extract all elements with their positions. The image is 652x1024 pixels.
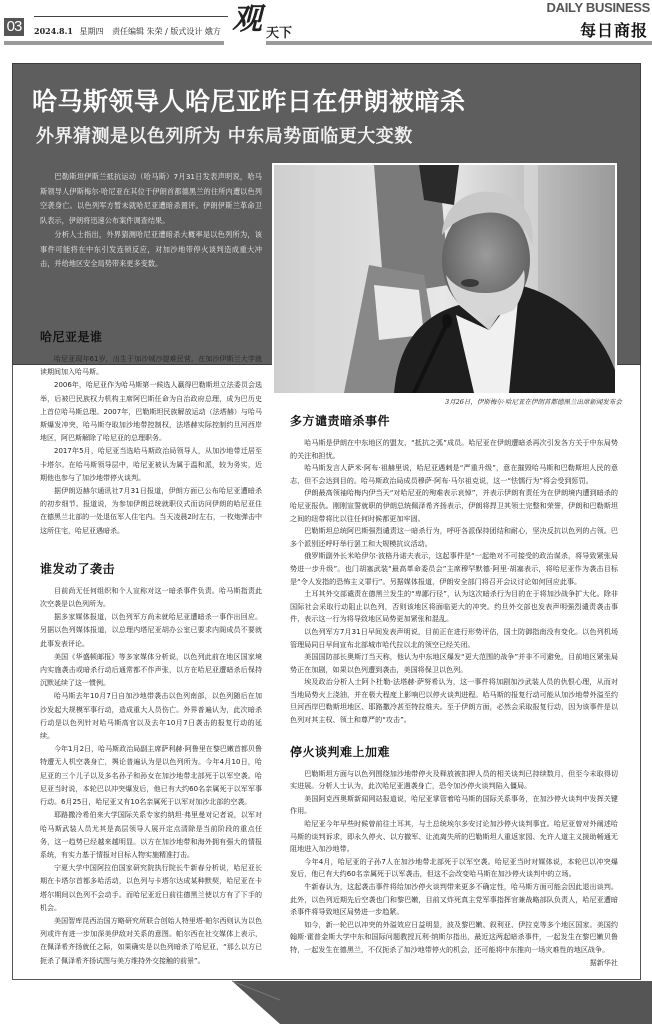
paragraph: 哈马斯是伊朗在中东地区的盟友、“抵抗之弧”成员。哈尼亚在伊朗遭暗杀再次引发各方关于中东局势的关注和担忧。 bbox=[290, 438, 618, 460]
paragraph: 美国《华盛顿邮报》等多家媒体分析说，以色列此前在地区国家境内实施袭击或暗杀行动后通常都不作声张，以方在哈尼亚遭暗杀后保持沉默延续了这一惯例。 bbox=[40, 652, 262, 688]
photo-caption: 3月26日，伊斯梅尔·哈尼亚在伊朗首都德黑兰出席新闻发布会 bbox=[445, 398, 622, 406]
paragraph: 伊朗最高领袖哈梅内伊当天“对哈尼亚的殉难表示哀悼”，并表示伊朗有责任为在伊朗境内遭到暗杀的哈尼亚报仇。刚刚宣誓就职的伊朗总统佩泽希齐扬表示，伊朗将捍卫其领土完整和荣誉，伊朗和巴勒斯坦之间的纽带将比以往任何时候都更加牢固。 bbox=[290, 488, 618, 523]
paragraph: 据伊朗迈赫尔通讯社7月31日报道，伊朗方面已公布哈尼亚遭暗杀的初步细节。报道说，为参加伊朗总统就职仪式而访问伊朗的哈尼亚住在德黑兰北部的一处退伍军人住宅内。当天凌晨2时左右，一枚炮弹击中这所住宅，哈尼亚遇暗杀。 bbox=[40, 487, 262, 535]
paragraph: 2017年5月，哈尼亚当选哈马斯政治局领导人，从加沙地带迁居至卡塔尔。在哈马斯领导层中，哈尼亚被认为属于温和派，较为务实，近期他也参与了加沙地带停火谈判。 bbox=[40, 447, 262, 482]
masthead-rule-top bbox=[34, 16, 228, 17]
masthead-bar-right bbox=[266, 41, 652, 45]
paragraph: 美国阿克西奥斯新闻网站报道说，哈尼亚掌管着哈马斯的国际关系事务，在加沙停火谈判中发挥关键作用。 bbox=[290, 793, 618, 816]
section-logo-guan: 观 bbox=[232, 2, 262, 37]
paragraph: 哈尼亚现年61岁，出生于加沙城沙提难民营，在加沙伊斯兰大学就读期间加入哈马斯。 bbox=[40, 355, 262, 377]
paragraph: 埃及政治分析人士阿卜杜勒-法塔赫·萨努希认为，这一事件将加剧加沙武装人员的仇恨心理，从而对当地局势火上浇油，并在极大程度上影响巴以停火谈判进程。哈马斯的报复行动可能从加沙地带外溢至约旦河西岸巴勒斯坦地区、耶路撒冷甚至特拉维夫。至于伊朗方面，必然会采取报复行动，因为该事件是以色列对其主权、领土和尊严的“攻击”。 bbox=[290, 677, 618, 725]
paragraph: 土耳其外交部谴责在德黑兰发生的“卑鄙行径”，认为这次暗杀行为目的在于将加沙战争扩大化。除非国际社会采取行动阻止以色列，否则该地区将面临更大的冲突。约旦外交部也发表声明强烈谴责袭击事件，表示这一行为将导致地区局势更加紧张和混乱。 bbox=[290, 589, 618, 624]
section-condemnations bbox=[290, 412, 618, 727]
issue-date: 2024.8.1 bbox=[34, 26, 73, 36]
section-title: 多方谴责暗杀事件 bbox=[290, 414, 391, 428]
paragraph: 俄罗斯副外长米哈伊尔·波格丹诺夫表示，这起事件是“一起绝对不可接受的政治谋杀，将导致紧张局势进一步升级”。也门胡塞武装“最高革命委员会”主席穆罕默德·阿里·胡塞表示，将哈尼亚作为袭击目标是“令人发指的恐怖主义罪行”。另据媒体报道，伊朗安全部门将召开会议讨论如何回应此事。 bbox=[290, 551, 618, 586]
paragraph: 2006年，哈尼亚作为哈马斯第一候选人赢得巴勒斯坦立法委员会选举，后被巴民族权力机构主席阿巴斯任命为自治政府总理，成为巴历史上首位哈马斯总理。2007年，巴勒斯坦民族解放运动（法塔赫）与哈马斯爆发冲突，哈马斯夺取加沙地带控制权，法塔赫实际控制约旦河西岸地区，阿巴斯解除了哈尼亚的总理职务。 bbox=[40, 381, 262, 443]
footer-decoration bbox=[0, 980, 652, 1024]
paragraph: 美国国防部长奥斯汀当天称，他认为中东地区爆发“更大范围的战争”并非不可避免，目前地区紧张局势正在加剧，如果以色列遭到袭击，美国将保卫以色列。 bbox=[290, 652, 618, 674]
lead-summary bbox=[40, 170, 262, 272]
paragraph: 巴勒斯坦方面与以色列围绕加沙地带停火及释放被扣押人员的相关谈判已持续数月，但至今未取得切实进展。分析人士认为，此次哈尼亚遇袭身亡，恐令加沙停火谈判陷入僵局。 bbox=[290, 768, 618, 791]
masthead-info bbox=[34, 26, 221, 37]
paragraph: 哈马斯去年10月7日自加沙地带袭击以色列南部，以色列随后在加沙发起大规模军事行动，造成重大人员伤亡。外界普遍认为，此次暗杀行动是以色列针对哈马斯高官以及去年10月7日袭击的报复行动的延续。 bbox=[40, 692, 262, 741]
news-photo bbox=[272, 163, 617, 395]
brand-english: DAILY BUSINESS bbox=[546, 0, 650, 15]
subheadline: 外界猜测是以色列所为 中东局势面临更大变数 bbox=[36, 126, 413, 147]
right-column bbox=[290, 412, 618, 985]
paragraph bbox=[290, 919, 618, 969]
paragraph: 今年1月2日，哈马斯政治局副主席萨利赫·阿鲁里在黎巴嫩首都贝鲁特遭无人机空袭身亡，舆论普遍认为是以色列所为。今年4月10日，哈尼亚的三个儿子以及多名孙子和孙女在加沙地带北部死于以军空袭。哈尼亚当时说，本轮巴以冲突爆发后，他已有大约60名亲属死于以军军事行动。6月25日，哈尼亚又有10名亲属死于以军对加沙北部的空袭。 bbox=[40, 745, 262, 807]
paragraph-text: 如今，新一轮巴以冲突的外溢效应日益明显，波及黎巴嫩、叙利亚、伊拉克等多个地区国家。美国约翰斯·霍普金斯大学中东和国际问题教授瓦利·纳斯尔指出，最近这两起暗杀事件，一起发生在黎巴嫩贝鲁特，一起发生在德黑兰，不仅扼杀了加沙地带停火的机会，还可能将中东推向一场灾难性的地区战争。 bbox=[290, 919, 618, 954]
left-column bbox=[40, 328, 262, 990]
headline: 哈马斯领导人哈尼亚昨日在伊朗被暗杀 bbox=[32, 87, 466, 116]
paragraph: 耶路撒冷希伯来大学国际关系专家约纳坦·弗里曼对记者说，以军对哈马斯武装人员尤其是高层领导人展开定点清除是当前阶段的重点任务，这一趋势已经越来越明显。以方在加沙地带和海外拥有强大的情报系统，有实力基于情报对目标人物实施精准打击。 bbox=[40, 811, 262, 859]
paragraph: 美国智库昆西治国方略研究所联合创始人特里塔·帕尔西则认为以色列或许有进一步加深美伊敌对关系的意图。帕尔西在社交媒体上表示，在佩泽希齐扬就任之际，如果确实是以色列暗杀了哈尼亚，“那么以方已扼杀了佩泽希齐扬试图与美方维持外交接触的前景”。 bbox=[40, 916, 262, 965]
paragraph: 以色列军方7月31日早间发表声明说，目前正在进行形势评估，国土防御指南没有变化。以色列机场管理局同日早间宣布北部城市哈代拉以北的领空已经关闭。 bbox=[290, 626, 618, 649]
masthead-bar-left bbox=[4, 41, 224, 45]
issue-weekday: 星期四 bbox=[79, 27, 104, 36]
section-title: 停火谈判难上加难 bbox=[290, 744, 391, 759]
paragraph: 哈马斯发言人萨米·阿布·祖赫里说，哈尼亚遇刺是“严重升级”，意在摧毁哈马斯和巴勒斯坦人民的意志，但不会达到目的。哈马斯政治局成员穆萨·阿布·马尔祖克说，这一“怯懦行为”将会受到惩罚。 bbox=[290, 463, 618, 485]
section-ceasefire-talks bbox=[290, 743, 618, 970]
section-logo-tianxia: 天下 bbox=[266, 26, 293, 41]
section-who-is-haniyeh bbox=[40, 328, 262, 538]
editor-credit: 责任编辑 朱荣 / 版式设计 娥方 bbox=[112, 27, 221, 36]
section-title: 哈尼亚是谁 bbox=[40, 330, 103, 344]
paragraph: 巴勒斯坦总统阿巴斯强烈谴责这一暗杀行为，呼吁各派保持团结和耐心，坚决反抗以色列的占领。巴多个派别还呼吁举行罢工和大规模抗议活动。 bbox=[290, 526, 618, 548]
lead-paragraph: 分析人士指出，外界猜测哈尼亚遭暗杀大概率是以色列所为，该事件可能将在中东引发连锁反应，对加沙地带停火谈判造成重大冲击，并给地区安全局势带来更多变数。 bbox=[40, 230, 262, 268]
section-who-attacked bbox=[40, 560, 262, 968]
paragraph: 哈尼亚今年早些时候曾前往土耳其，与土总统埃尔多安讨论加沙停火谈判事宜。哈尼亚曾对外阐述哈马斯的谈判诉求，即永久停火、以方撤军、让流离失所的巴勒斯坦人重返家园、允许人道主义援助畅通无阻地进入加沙地带。 bbox=[290, 819, 618, 854]
paragraph: 宁夏大学中国阿拉伯国家研究院执行院长牛新春分析说，哈尼亚长期在卡塔尔首都多哈活动，以色列与卡塔尔达成某种默契，哈尼亚在卡塔尔期间以色列不会动手。而哈尼亚近日前往德黑兰使以方有了下手的机会。 bbox=[40, 864, 262, 912]
paragraph: 牛新春认为，这起袭击事件将给加沙停火谈判带来更多不确定性，哈马斯方面可能会因此退出谈判。此外，以色列近期先后空袭也门和黎巴嫩，目前又炸死真主党军事指挥官兼战略部队负责人，哈尼亚遭暗杀事件将导致地区局势进一步趋紧。 bbox=[290, 882, 618, 917]
paragraph: 据多家媒体报道，以色列军方尚未就哈尼亚遭暗杀一事作出回应。另据以色列媒体报道，以总理内塔尼亚胡办公室已要求内阁成员不要就此事发表评论。 bbox=[40, 613, 262, 648]
page-number: 03 bbox=[4, 18, 24, 36]
paragraph: 目前尚无任何组织和个人宣称对这一暗杀事件负责。哈马斯指责此次空袭是以色列所为。 bbox=[40, 586, 262, 609]
lead-paragraph: 巴勒斯坦伊斯兰抵抗运动（哈马斯）7月31日发表声明说，哈马斯领导人伊斯梅尔·哈尼亚在其位于伊朗首都德黑兰的住所内遭以色列空袭身亡。以色列军方暂未就哈尼亚遭暗杀置评。伊朗伊斯兰革命卫队表示，伊朗将迅速公布案件调查结果。 bbox=[40, 172, 262, 225]
brand-chinese: 每日商报 bbox=[579, 21, 648, 40]
section-title: 谁发动了袭击 bbox=[40, 561, 116, 576]
source-signoff: 据新华社 bbox=[582, 957, 618, 970]
portrait-photo-icon bbox=[274, 165, 615, 393]
paragraph: 今年4月，哈尼亚的子孙7人在加沙地带北部死于以军空袭。哈尼亚当时对媒体说，本轮巴以冲突爆发后，他已有大约60名亲属死于以军袭击，但这不会改变哈马斯在加沙停火谈判中的立场。 bbox=[290, 856, 618, 879]
